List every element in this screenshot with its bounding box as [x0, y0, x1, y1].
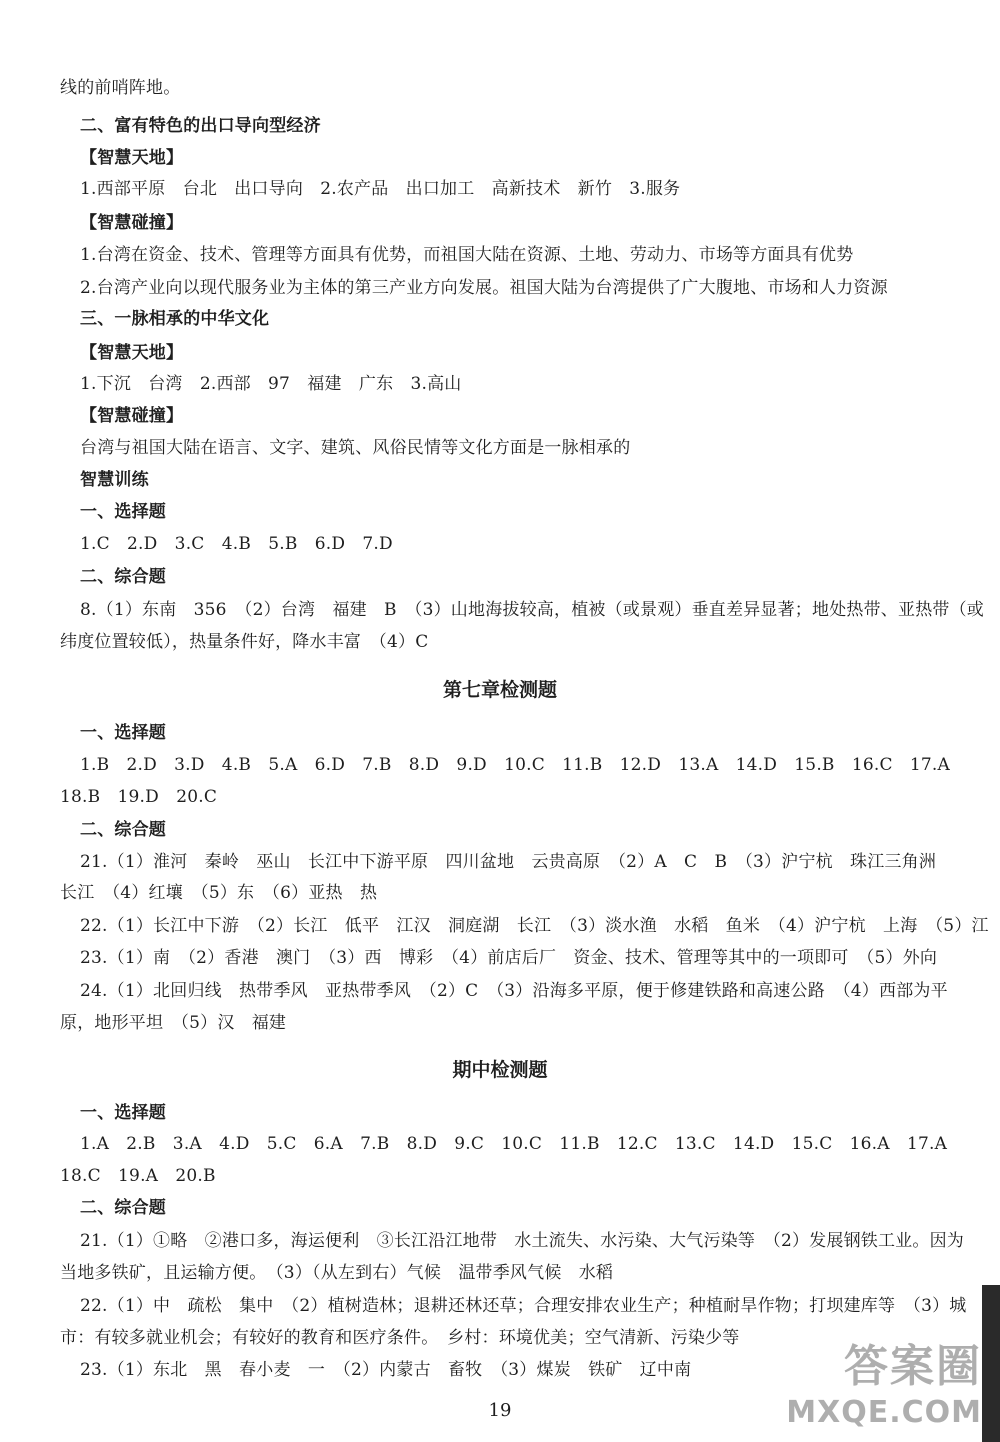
section-title: 期中检测题	[452, 1059, 548, 1081]
watermark-url: MXQE.COM	[786, 1395, 982, 1430]
answer-line: 纬度位置较低），热量条件好，降水丰富 （4）C	[60, 632, 429, 652]
answer-line: 22.（1）长江中下游 （2）长江 低平 江汉 洞庭湖 长江 （3）淡水渔 水稻 鱼米 （4）沪宁杭 上海 （5）江	[80, 916, 989, 936]
subsection-label: 【智慧天地】	[80, 148, 184, 168]
answer-line: 市：有较多就业机会；有较好的教育和医疗条件。 乡村：环境优美；空气清新、污染少等	[60, 1328, 740, 1348]
subsection-label: 【智慧碰撞】	[80, 213, 184, 233]
answer-line: 2.台湾产业向以现代服务业为主体的第三产业方向发展。祖国大陆为台湾提供了广大腹地、市场和人力资源	[80, 278, 888, 298]
text-line: 线的前哨阵地。	[60, 78, 181, 98]
answer-line: 8.（1）东南 356 （2）台湾 福建 B （3）山地海拔较高，植被（或景观）垂直差异显著；地处热带、亚热带（或	[80, 600, 985, 620]
question-type-heading: 一、选择题	[80, 723, 166, 743]
answer-line: 23.（1）南 （2）香港 澳门 （3）西 博彩 （4）前店后厂 资金、技术、管理等其中的一项即可 （5）外向	[80, 948, 938, 968]
question-type-heading: 二、综合题	[80, 1198, 166, 1218]
question-type-heading: 二、综合题	[80, 820, 166, 840]
answer-line: 台湾与祖国大陆在语言、文字、建筑、风俗民情等文化方面是一脉相承的	[80, 438, 631, 458]
answer-line: 21.（1）淮河 秦岭 巫山 长江中下游平原 四川盆地 云贵高原 （2）A C B （3）沪宁杭 珠江三角洲	[80, 852, 937, 872]
answer-line: 23.（1）东北 黑 春小麦 一 （2）内蒙古 畜牧 （3）煤炭 铁矿 辽中南	[80, 1360, 692, 1380]
answer-line: 原，地形平坦 （5）汉 福建	[60, 1013, 287, 1033]
question-type-heading: 一、选择题	[80, 1103, 166, 1123]
question-type-heading: 一、选择题	[80, 502, 166, 522]
watermark-text: 答案圈	[844, 1341, 982, 1392]
answer-line: 1.C 2.D 3.C 4.B 5.B 6.D 7.D	[80, 534, 393, 554]
section-title: 第七章检测题	[442, 679, 557, 701]
answer-line: 22.（1）中 疏松 集中 （2）植树造林；退耕还林还草；合理安排农业生产；种植耐旱作物；打坝建库等 （3）城	[80, 1296, 967, 1316]
question-type-heading: 二、综合题	[80, 567, 166, 587]
section-heading: 智慧训练	[80, 470, 149, 490]
answer-line: 1.B 2.D 3.D 4.B 5.A 6.D 7.B 8.D 9.D 10.C 11.B 12.D 13.A 14.D 15.B 16.C 17.A	[80, 755, 950, 775]
page-number: 19	[488, 1400, 512, 1421]
subsection-label: 【智慧碰撞】	[80, 406, 184, 426]
section-heading: 三、一脉相承的中华文化	[80, 309, 270, 329]
answer-line: 21.（1）①略 ②港口多，海运便利 ③长江沿江地带 水土流失、水污染、大气污染等 （2）发展钢铁工业。因为	[80, 1231, 964, 1251]
answer-line: 1.下沉 台湾 2.西部 97 福建 广东 3.高山	[80, 374, 462, 394]
answer-line: 当地多铁矿，且运输方便。 （3）（从左到右）气候 温带季风气候 水稻	[60, 1263, 614, 1283]
answer-line: 长江 （4）红壤 （5）东 （6）亚热 热	[60, 883, 378, 903]
subsection-label: 【智慧天地】	[80, 343, 184, 363]
answer-line: 24.（1）北回归线 热带季风 亚热带季风 （2）C （3）沿海多平原，便于修建铁路和高速公路 （4）西部为平	[80, 981, 948, 1001]
answer-line: 1.台湾在资金、技术、管理等方面具有优势，而祖国大陆在资源、土地、劳动力、市场等方面具有优势	[80, 245, 854, 265]
answer-line: 1.A 2.B 3.A 4.D 5.C 6.A 7.B 8.D 9.C 10.C 11.B 12.C 13.C 14.D 15.C 16.A 17.A	[80, 1134, 948, 1154]
answer-line: 1.西部平原 台北 出口导向 2.农产品 出口加工 高新技术 新竹 3.服务	[80, 179, 681, 199]
answer-line: 18.C 19.A 20.B	[60, 1166, 216, 1186]
watermark-logo	[786, 1326, 990, 1436]
answer-line: 18.B 19.D 20.C	[60, 787, 218, 807]
section-heading: 二、富有特色的出口导向型经济	[80, 116, 321, 136]
